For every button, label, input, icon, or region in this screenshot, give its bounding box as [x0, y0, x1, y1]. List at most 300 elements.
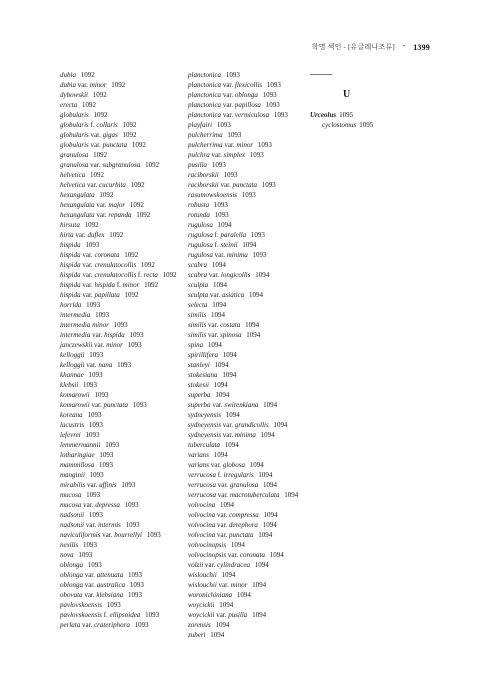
- index-entry: [188, 150, 308, 160]
- species-name: zorensis: [188, 621, 211, 629]
- infraspecific-name: vermiculosa: [234, 111, 270, 119]
- index-entry: [188, 230, 308, 240]
- page-ref: 1094: [210, 631, 225, 639]
- page-ref: 1092: [84, 221, 99, 229]
- species-name: planctonica: [188, 71, 222, 79]
- species-name: hispida: [60, 261, 81, 269]
- page-ref: 1093: [127, 571, 142, 579]
- species-name: janczewskii: [60, 341, 93, 349]
- page-ref: 1094: [254, 561, 269, 569]
- species-name: hexangulata: [60, 201, 95, 209]
- index-entry: [60, 410, 188, 420]
- page-ref: 1094: [217, 221, 232, 229]
- species-name: scabra: [188, 261, 208, 269]
- page-ref: 1094: [213, 381, 228, 389]
- genus-entry: [310, 110, 373, 120]
- index-entry: [188, 540, 308, 550]
- infraspecific-name: collaris: [96, 121, 118, 129]
- rank-marker: var.: [87, 481, 98, 489]
- page-ref: 1094: [215, 391, 230, 399]
- page-ref: 1092: [80, 71, 95, 79]
- index-entry: [60, 200, 188, 210]
- index-entry: [60, 80, 188, 90]
- page-ref: 1092: [92, 91, 107, 99]
- species-name: volvocinopsis: [188, 541, 227, 549]
- index-entry: [188, 440, 308, 450]
- page-ref: 1094: [219, 601, 234, 609]
- infraspecific-name: granulosa: [229, 481, 259, 489]
- page-ref: 1094: [260, 431, 275, 439]
- index-entry: [188, 130, 308, 140]
- page-ref: 1094: [263, 511, 278, 519]
- species-name: intermedia: [60, 321, 91, 329]
- species-name: mucosa: [60, 491, 82, 499]
- species-name: volvocina: [188, 531, 216, 539]
- species-name: perlata: [60, 621, 81, 629]
- page-ref: 1094: [252, 611, 267, 619]
- index-entry: [60, 70, 188, 80]
- rank-marker: var.: [216, 611, 227, 619]
- species-name: oblonga: [60, 571, 83, 579]
- species-name: pulcherrima: [188, 131, 223, 139]
- index-entry: [60, 450, 188, 460]
- index-entry: [188, 210, 308, 220]
- species-name: dubia: [60, 71, 76, 79]
- species-name: nova: [60, 551, 74, 559]
- species-name: oblonga: [60, 581, 83, 589]
- species-name: hispida: [60, 251, 81, 259]
- page-ref: 1092: [162, 271, 177, 279]
- header-title: 학명 색인 - [유글레나조류]: [311, 43, 395, 51]
- rank-marker: var.: [91, 401, 102, 409]
- page-ref: 1093: [225, 71, 240, 79]
- page-ref: 1093: [249, 151, 264, 159]
- species-name: verrucosa: [188, 481, 216, 489]
- species-name: rotunda: [188, 211, 210, 219]
- genus-page: 1095: [339, 111, 354, 119]
- species-name: pusilla: [188, 161, 208, 169]
- index-entry: [188, 140, 308, 150]
- rank-marker: var.: [218, 581, 229, 589]
- index-entry: [188, 220, 308, 230]
- rank-marker: var.: [75, 231, 86, 239]
- index-entry: [188, 460, 308, 470]
- rank-marker: var.: [222, 421, 234, 429]
- index-entry: [188, 420, 308, 430]
- rank-marker: var.: [82, 251, 93, 259]
- index-entry: [188, 500, 308, 510]
- index-entry: [60, 460, 188, 470]
- species-name: klebsii: [60, 381, 79, 389]
- species-name: globularis: [60, 111, 89, 119]
- index-entry: [188, 370, 308, 380]
- infraspecific-name: grandicollis: [234, 421, 269, 429]
- species-name: woycickii: [188, 611, 215, 619]
- infraspecific-name: duflex: [87, 231, 105, 239]
- species-name: globularis: [60, 131, 89, 139]
- index-entry: [60, 620, 188, 630]
- infraspecific-name: flexicollis: [234, 81, 263, 89]
- index-entry: [188, 260, 308, 270]
- infraspecific-name: major: [108, 201, 126, 209]
- infraspecific-name: globosa: [222, 461, 245, 469]
- page-number: 1399: [413, 42, 430, 52]
- rank-marker: var.: [102, 531, 113, 539]
- infraspecific-name: derephora: [229, 521, 258, 529]
- species-name: rugulosa: [188, 231, 213, 239]
- index-entry: [60, 350, 188, 360]
- species-name: komarowii: [60, 401, 90, 409]
- page-ref: 1092: [145, 161, 160, 169]
- section-letter: U: [343, 89, 351, 100]
- infraspecific-name: swirenkiana: [224, 401, 259, 409]
- index-entry: [188, 300, 308, 310]
- rank-marker: var.: [87, 181, 98, 189]
- species-name: dybowskii: [60, 91, 88, 99]
- index-entry: [188, 330, 308, 340]
- page-ref: 1093: [266, 81, 281, 89]
- rank-marker: var.: [81, 621, 93, 629]
- species-name: hispida: [60, 291, 81, 299]
- page-ref: 1093: [106, 601, 121, 609]
- rank-marker: var.: [208, 321, 219, 329]
- page-ref: 1094: [225, 411, 240, 419]
- index-entry: [60, 210, 188, 220]
- species-name: hispida: [60, 281, 81, 289]
- species-name: stanleyi: [188, 361, 210, 369]
- index-entry: [60, 470, 188, 480]
- index-entry: [60, 580, 188, 590]
- index-entry: [188, 120, 308, 130]
- index-entry: [188, 610, 308, 620]
- page-ref: 1092: [109, 231, 124, 239]
- page-ref: 1093: [124, 501, 139, 509]
- page-ref: 1093: [134, 621, 149, 629]
- infraspecific-name: crenulatocollis: [94, 261, 137, 269]
- page-ref: 1093: [146, 531, 161, 539]
- rank-marker: var.: [96, 201, 107, 209]
- page-ref: 1092: [131, 141, 146, 149]
- species-name: similis: [188, 311, 207, 319]
- page-ref: 1093: [88, 421, 103, 429]
- species-name: oblonga: [60, 561, 83, 569]
- index-entry: [60, 310, 188, 320]
- infraspecific-name: intermis: [97, 521, 121, 529]
- index-entry: [188, 630, 308, 640]
- species-name: komarowii: [60, 391, 90, 399]
- page-ref: 1093: [88, 371, 103, 379]
- index-entry: [60, 390, 188, 400]
- infraspecific-name: gigas: [102, 131, 118, 139]
- page-ref: 1092: [111, 81, 126, 89]
- page-ref: 1093: [214, 211, 229, 219]
- index-entry: [60, 320, 188, 330]
- rank-marker: var.: [77, 81, 89, 89]
- rank-marker: var.: [92, 331, 103, 339]
- species-name: volvocina: [188, 501, 216, 509]
- index-entry: [188, 390, 308, 400]
- rank-marker: var.: [84, 581, 96, 589]
- page-ref: 1092: [81, 101, 96, 109]
- page-ref: 1093: [223, 171, 238, 179]
- index-entry: [188, 550, 308, 560]
- page-ref: 1094: [262, 481, 277, 489]
- rank-marker: var.: [217, 481, 229, 489]
- rank-marker: var.: [96, 211, 107, 219]
- page-ref: 1093: [132, 401, 147, 409]
- species-name: similis: [188, 321, 207, 329]
- index-entry: [60, 330, 188, 340]
- species-name: similis: [188, 331, 207, 339]
- species-name: globularis: [60, 141, 89, 149]
- index-entry: [60, 370, 188, 380]
- infraspecific-name: bourrellyi: [114, 531, 143, 539]
- species-name: wislouchii: [188, 571, 217, 579]
- page-ref: 1094: [258, 531, 273, 539]
- index-entry: [188, 560, 308, 570]
- page-ref: 1093: [83, 381, 98, 389]
- page-ref: 1094: [211, 261, 226, 269]
- species-name: zuberi: [188, 631, 206, 639]
- infraspecific-name: cylindracea: [216, 561, 251, 569]
- species-name: lemmermannii: [60, 441, 101, 449]
- index-entry: [60, 590, 188, 600]
- page-ref: 1093: [99, 451, 114, 459]
- species-name: hispida: [60, 241, 81, 249]
- infraspecific-name: minor: [92, 321, 109, 329]
- species-name: pavlovskoensis: [60, 611, 102, 619]
- infraspecific-name: hispida: [104, 331, 125, 339]
- species-name: tuberculata: [188, 441, 221, 449]
- infraspecific-name: minor: [106, 341, 123, 349]
- page-ref: 1092: [144, 281, 159, 289]
- species-name: spirillifera: [188, 351, 218, 359]
- index-entry: [188, 620, 308, 630]
- genus-name: Urceolus: [310, 111, 337, 119]
- species-name: sculpta: [188, 281, 209, 289]
- index-entry: [188, 290, 308, 300]
- species-name: manginii: [60, 471, 85, 479]
- species-name: sydneyensis: [188, 421, 222, 429]
- rank-marker: var.: [216, 521, 228, 529]
- index-entry: [188, 270, 308, 280]
- page-ref: 1093: [125, 521, 140, 529]
- page-ref: 1093: [89, 471, 104, 479]
- page-ref: 1094: [213, 451, 228, 459]
- species-name: rugulosa: [188, 251, 213, 259]
- page-ref: 1093: [121, 481, 136, 489]
- page-ref: 1092: [122, 131, 137, 139]
- species-name: sydneyensis: [188, 411, 222, 419]
- index-entry: [188, 70, 308, 80]
- page-ref: 1093: [117, 361, 132, 369]
- infraspecific-name: cucurbita: [99, 181, 126, 189]
- index-entry: [60, 150, 188, 160]
- infraspecific-name: minor: [236, 141, 254, 149]
- species-name: helvetica: [60, 171, 86, 179]
- infraspecific-name: nana: [98, 361, 113, 369]
- index-entry: [60, 110, 188, 120]
- index-entry: [188, 480, 308, 490]
- species-name: globularis: [60, 121, 89, 129]
- species-name: intermedia: [60, 311, 91, 319]
- rank-marker: var.: [90, 141, 101, 149]
- index-entry: [60, 510, 188, 520]
- page-ref: 1092: [140, 261, 155, 269]
- rank-marker: var.: [216, 511, 228, 519]
- page-ref: 1092: [124, 251, 139, 259]
- page-ref: 1092: [122, 121, 137, 129]
- infraspecific-name: punctata: [229, 531, 254, 539]
- page-ref: 1092: [99, 191, 114, 199]
- species-name: mirabilis: [60, 481, 86, 489]
- infraspecific-name: recta: [143, 271, 158, 279]
- page-ref: 1093: [86, 491, 101, 499]
- index-entry: [188, 410, 308, 420]
- species-name: lefevrei: [60, 431, 81, 439]
- index-entry: [188, 380, 308, 390]
- index-entry: [60, 570, 188, 580]
- species-name: volzii: [188, 561, 204, 569]
- page-ref: 1093: [216, 121, 231, 129]
- page-ref: 1093: [211, 161, 226, 169]
- page-ref: 1093: [129, 581, 144, 589]
- species-name: selecta: [188, 301, 208, 309]
- index-entry: [60, 160, 188, 170]
- index-entry: [60, 260, 188, 270]
- index-entry: [60, 230, 188, 240]
- page-ref: 1093: [94, 391, 109, 399]
- species-name: pulcherrima: [188, 141, 223, 149]
- rank-marker: var.: [209, 291, 221, 299]
- index-entry: [60, 130, 188, 140]
- species-name: varians: [188, 461, 209, 469]
- species-name: mammillosa: [60, 461, 95, 469]
- index-entry: [60, 270, 188, 280]
- species-name: mucosa: [60, 501, 82, 509]
- species-name: lacustris: [60, 421, 85, 429]
- species-name: superba: [188, 391, 211, 399]
- index-entry: [188, 110, 308, 120]
- index-entry: [188, 430, 308, 440]
- page-ref: 1094: [224, 441, 239, 449]
- page-ref: 1094: [249, 461, 264, 469]
- index-entry: [188, 250, 308, 260]
- page-ref: 1094: [273, 421, 288, 429]
- index-entry: [60, 120, 188, 130]
- infraspecific-name: repanda: [108, 211, 132, 219]
- species-name: hispida: [60, 271, 81, 279]
- page-ref: 1092: [124, 291, 139, 299]
- index-entry: [60, 180, 188, 190]
- page-ref: 1094: [262, 521, 277, 529]
- genus-block: [310, 110, 373, 130]
- species-name: rugulosa: [188, 221, 213, 229]
- index-entry: [60, 560, 188, 570]
- infraspecific-name: australica: [96, 581, 126, 589]
- index-entry: [60, 170, 188, 180]
- page-ref: 1094: [211, 311, 226, 319]
- rank-marker: var.: [84, 571, 96, 579]
- index-entry: [60, 540, 188, 550]
- species-name: granulosa: [60, 161, 89, 169]
- index-entry: [188, 240, 308, 250]
- page-ref: 1094: [212, 281, 227, 289]
- index-entry: [188, 450, 308, 460]
- rank-marker: f.: [214, 231, 219, 239]
- rank-marker: var.: [227, 551, 239, 559]
- infraspecific-name: asiatica: [222, 291, 245, 299]
- index-entry: [60, 100, 188, 110]
- infraspecific-name: depressa: [95, 501, 120, 509]
- infraspecific-name: coronata: [94, 251, 120, 259]
- rank-marker: f.: [103, 611, 108, 619]
- page-ref: 1092: [129, 201, 144, 209]
- index-entry: [188, 360, 308, 370]
- species-name: rasumowskoensis: [188, 191, 238, 199]
- rank-marker: var.: [212, 401, 223, 409]
- infraspecific-name: pusilla: [228, 611, 248, 619]
- page-ref: 1093: [85, 241, 100, 249]
- infraspecific-name: compressa: [229, 511, 259, 519]
- species-name: pavlovskoensis: [60, 601, 102, 609]
- infraspecific-name: attenuata: [96, 571, 124, 579]
- infraspecific-name: coronata: [239, 551, 265, 559]
- infraspecific-name: macrotuberculata: [229, 491, 280, 499]
- species-name: stokesiana: [188, 371, 218, 379]
- species-name: verrucosa: [188, 491, 216, 499]
- page-ref: 1094: [230, 541, 245, 549]
- rank-marker: f.: [116, 281, 121, 289]
- infraspecific-name: papillata: [94, 291, 120, 299]
- page-ref: 1094: [263, 401, 278, 409]
- index-entry: [60, 550, 188, 560]
- rank-marker: var.: [82, 281, 93, 289]
- infraspecific-name: paralella: [220, 231, 247, 239]
- index-entry: [60, 340, 188, 350]
- page-ref: 1093: [252, 251, 267, 259]
- rank-marker: var.: [94, 341, 105, 349]
- index-entry: [310, 120, 373, 130]
- species-name: naviculiformis: [60, 531, 101, 539]
- rank-marker: var.: [208, 271, 220, 279]
- page-ref: 1093: [78, 551, 93, 559]
- page-ref: 1093: [129, 331, 144, 339]
- species-name: hexangulata: [60, 191, 95, 199]
- infraspecific-name: longicollis: [220, 271, 251, 279]
- species-name: playfairi: [188, 121, 213, 129]
- infraspecific-name: papillosa: [234, 101, 261, 109]
- rank-marker: f.: [90, 121, 95, 129]
- page-ref: 1093: [213, 201, 228, 209]
- index-entry: [60, 440, 188, 450]
- index-entry: [188, 400, 308, 410]
- index-entry: [188, 320, 308, 330]
- species-name: sculpta: [188, 291, 209, 299]
- page-ref: 1093: [257, 141, 272, 149]
- species-name: hirta: [60, 231, 74, 239]
- species-name: obovata: [60, 591, 83, 599]
- page-ref: 1093: [113, 321, 128, 329]
- rank-marker: var.: [82, 261, 93, 269]
- page-ref: 1094: [221, 571, 236, 579]
- infraspecific-name: steinii: [220, 241, 238, 249]
- rank-marker: var.: [82, 291, 93, 299]
- infraspecific-name: crateriphora: [94, 621, 130, 629]
- rank-marker: var.: [217, 491, 229, 499]
- species-name: volvocina: [188, 521, 216, 529]
- infraspecific-name: affinis: [99, 481, 117, 489]
